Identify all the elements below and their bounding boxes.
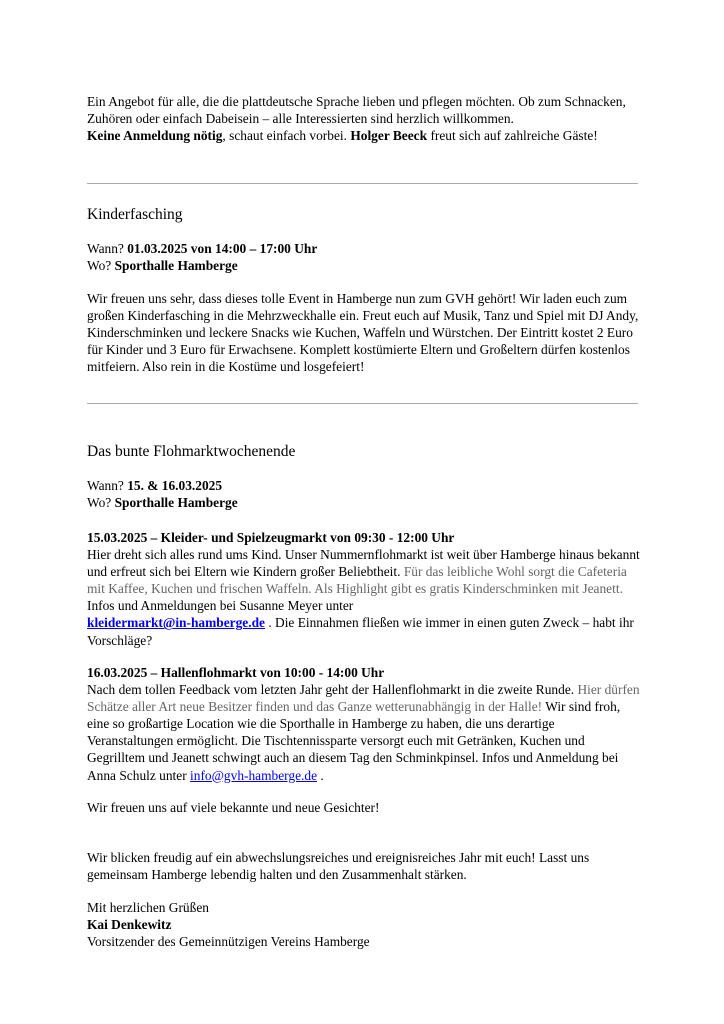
email-link-kleidermarkt[interactable]: kleidermarkt@in-hamberge.de: [87, 615, 265, 631]
flohmarkt-closing: Wir freuen uns auf viele bekannte und neue Gesichter!: [87, 800, 380, 815]
day1-heading: 15.03.2025 – Kleider- und Spielzeugmarkt von 09:30 - 12:00 Uhr: [87, 530, 455, 545]
day1-text-2: Infos und Anmeldungen bei Susanne Meyer unter: [87, 598, 354, 614]
flohmarkt-day1: [87, 529, 641, 649]
when-label: Wann?: [87, 478, 124, 493]
intro-text: Ein Angebot für alle, die die plattdeutsche Sprache lieben und pflegen möchten. Ob zum Schnacken, Zuhören oder einfach Dabeisein – alle Interessierten sind herzlich willkommen.: [87, 94, 626, 127]
day1-grey-text: Für das leibliche Wohl sorgt die Cafeteria mit Kaffee, Kuchen und frischen Waffeln. Als Highlight gibt es gratis Kinderschminken mit Jeanett.: [87, 564, 627, 597]
section-title-flohmarkt: Das bunte Flohmarktwochenende: [87, 443, 296, 460]
day2-text: Nach dem tollen Feedback vom letzten Jahr geht der Hallenflohmarkt in die zweite Runde.: [87, 682, 575, 698]
day2-text-2: Wir sind froh, eine so großartige Location wie die Sporthalle in Hamberge zu haben, die uns derartige Veranstaltungen ermöglicht. Die Tischtennissparte versorgt euch mit Getränken, Kuchen und Gegrilltem und Jeanett schwingt auch an diesem Tag den Schminkpinsel. Infos und Anmeldung bei Anna Schulz unter: [87, 699, 621, 783]
signature-greeting: Mit herzlichen Grüßen: [87, 900, 209, 915]
signature: [87, 899, 641, 950]
day2-grey-text: Hier dürfen Schätze aller Art neue Besitzer finden und das Ganze wetterunabhängig in der Halle!: [87, 682, 640, 715]
section-title-kinderfasching: Kinderfasching: [87, 206, 183, 223]
signature-role: Vorsitzender des Gemeinnützigen Vereins Hamberge: [87, 934, 370, 950]
intro-bold-host: Holger Beeck: [350, 128, 428, 144]
where-label: Wo?: [87, 258, 112, 274]
where-label: Wo?: [87, 495, 112, 511]
intro-text-3: freut sich auf zahlreiche Gäste!: [430, 128, 598, 144]
when-label: Wann?: [87, 241, 124, 256]
day2-text-3: .: [320, 767, 324, 783]
email-link-info[interactable]: info@gvh-hamberge.de: [190, 767, 318, 783]
where-value: Sporthalle Hamberge: [114, 258, 238, 274]
fasching-description: Wir freuen uns sehr, dass dieses tolle Event in Hamberge nun zum GVH gehört! Wir laden euch zum großen Kinderfasching in die Mehrzweckhalle ein. Freut euch auf Musik, Tanz und Spiel mit DJ Andy, Kinderschminken und leckere Snacks wie Kuchen, Waffeln und Würstchen. Der Eintritt kostet 2 Euro für Kinder und 3 Euro für Erwachsene. Komplett kostümierte Eltern und Großeltern dürfen kostenlos mitfeiern. Also rein in die Kostüme und losgefeiert!: [87, 291, 639, 375]
day2-heading: 16.03.2025 – Hallenflohmarkt von 10:00 - 14:00 Uhr: [87, 665, 385, 680]
divider: [87, 403, 638, 404]
fasching-when-where: [87, 240, 641, 274]
intro-bold-no-registration: Keine Anmeldung nötig: [87, 128, 223, 144]
signature-name: Kai Denkewitz: [87, 917, 172, 933]
intro-paragraph: [87, 93, 641, 144]
when-value: 15. & 16.03.2025: [127, 478, 223, 493]
day1-text: Hier dreht sich alles rund ums Kind. Unser Nummernflohmarkt ist weit über Hamberge hinaus bekannt und erfreut sich bei Eltern wie Kindern großer Beliebtheit.: [87, 547, 640, 580]
where-value: Sporthalle Hamberge: [114, 495, 238, 511]
divider: [87, 183, 638, 184]
day1-text-3: . Die Einnahmen fließen wie immer in einen guten Zweck – habt ihr Vorschläge?: [87, 615, 634, 648]
flohmarkt-day2: [87, 664, 641, 784]
outro-paragraph: Wir blicken freudig auf ein abwechslungsreiches und ereignisreiches Jahr mit euch! Lasst uns gemeinsam Hamberge lebendig halten und den Zusammenhalt stärken.: [87, 850, 590, 883]
when-value: 01.03.2025 von 14:00 – 17:00 Uhr: [127, 241, 318, 256]
intro-text-2: , schaut einfach vorbei.: [222, 128, 347, 144]
flohmarkt-when-where: [87, 477, 641, 511]
